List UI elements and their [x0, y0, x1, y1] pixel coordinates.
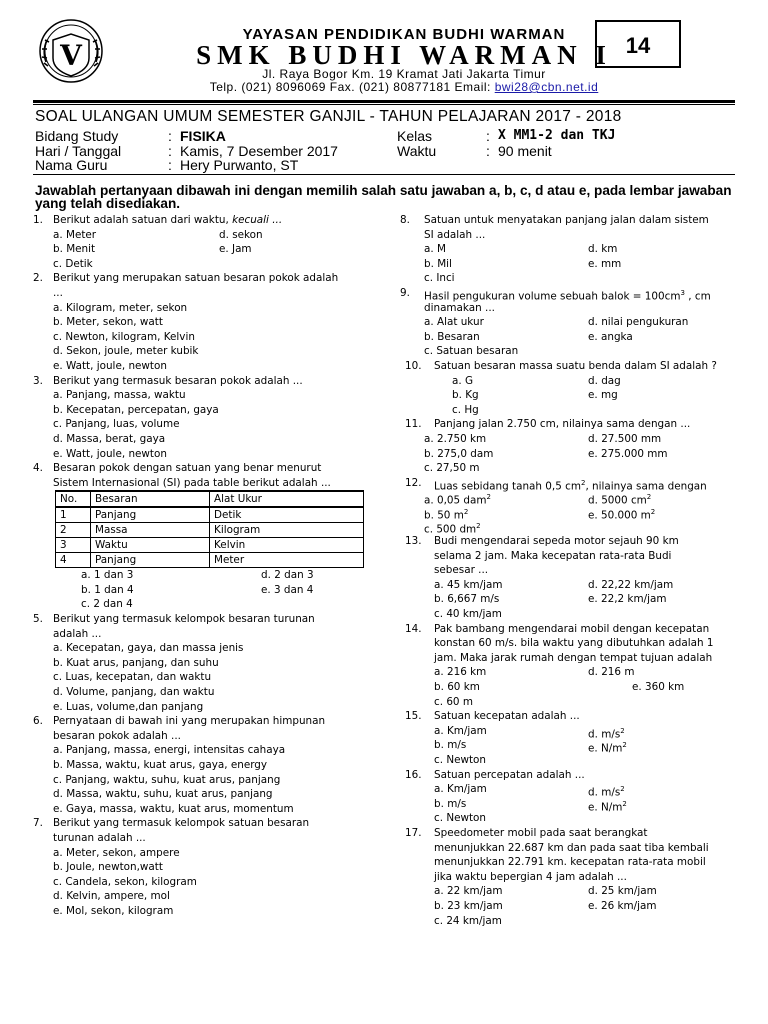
option-b: b. 23 km/jam [434, 899, 503, 912]
option-a: a. Panjang, massa, energi, intensitas cahaya [53, 744, 286, 757]
table-header-cell: No. [56, 491, 91, 507]
field-label: Hari / Tanggal [35, 143, 122, 159]
option-d: d. $m/s^2$ [588, 785, 625, 799]
question-13 [400, 534, 696, 549]
school-contact [0, 80, 768, 94]
question-text-cont: SI adalah ... [424, 228, 486, 241]
question-text-cont: sebesar ... [434, 564, 489, 577]
question-number: 1. [33, 214, 43, 226]
question-number: 17. [405, 826, 422, 839]
question-10 [400, 359, 717, 374]
question-3 [33, 374, 365, 389]
option-c: c. Newton, kilogram, Kelvin [53, 330, 195, 343]
option-e: e. Luas, volume,dan panjang [53, 700, 204, 713]
question-number: 15. [405, 710, 422, 723]
option-e: e. mm [588, 257, 622, 270]
question-6 [33, 714, 365, 729]
option-row [33, 257, 365, 272]
option-e: e. Gaya, massa, waktu, kuat arus, momentum [53, 802, 294, 815]
table-cell: 4 [56, 553, 91, 568]
question-text: Pernyataan di bawah ini yang merupakan himpunan [53, 715, 326, 728]
question-number: 16. [405, 768, 422, 781]
option-e: e. Mol, sekon, kilogram [53, 904, 174, 917]
option-e: e. 360 km [632, 681, 685, 693]
question-text-cont: jika waktu bepergian 4 jam adalah ... [434, 870, 627, 883]
question-14 [400, 622, 710, 637]
table-row [56, 553, 364, 568]
header-rule [33, 100, 735, 103]
option-b: b. Menit [53, 243, 96, 256]
option-d: d. Massa, waktu, suhu, kuat arus, panjang [53, 788, 273, 801]
question-text: Satuan percepatan adalah ... [434, 768, 585, 781]
option-a: a. G [452, 374, 474, 387]
question-5 [33, 612, 365, 627]
table-header-cell: Besaran [91, 491, 210, 507]
field-label: Kelas [397, 128, 433, 144]
question-text: Berikut yang termasuk besaran pokok adalah ... [53, 374, 303, 387]
option-d: d. 25 km/jam [588, 885, 657, 898]
question-12 [400, 476, 707, 493]
option-c: c. Satuan besaran [424, 345, 519, 358]
field-colon: : [168, 128, 172, 144]
option-e: e. $N/m^2$ [588, 741, 627, 755]
option-b: b. Kecepatan, percepatan, gaya [53, 403, 219, 416]
option-a: a. 216 km [434, 666, 487, 679]
option-a: a. Meter, sekon, ampere [53, 846, 180, 859]
table-cell: Kilogram [210, 523, 364, 538]
option-c: c. 500 $dm^2$ [424, 522, 481, 536]
question-text: Luas sebidang tanah 0,5 $cm^2$, nilainya sama dengan [434, 478, 707, 493]
question-2 [33, 271, 365, 286]
question-number: 14. [405, 622, 422, 635]
option-d: d. 5000 $cm^2$ [588, 493, 652, 507]
table-header-row [56, 491, 364, 507]
table-cell: Massa [91, 523, 210, 538]
option-c: c. Inci [424, 272, 455, 285]
table-cell: Kelvin [210, 538, 364, 553]
option-e: e. 3 dan 4 [261, 583, 314, 596]
option-e: e. 22,2 km/jam [588, 593, 667, 606]
option-b: b. 275,0 dam [424, 447, 494, 460]
table-cell: 2 [56, 523, 91, 538]
question-number: 7. [33, 817, 43, 830]
question-text-cont: jam. Maka jarak rumah dengan tempat tujuan adalah [434, 651, 713, 664]
instruction-text: Jawablah pertanyaan dibawah ini dengan memilih salah satu jawaban a, b, c, d atau e, pada lembar jawaban yang telah disediakan. [35, 183, 732, 211]
svg-text:V: V [60, 39, 82, 72]
option-b: b. m/s [434, 797, 467, 810]
question-number: 11. [405, 418, 422, 431]
right-question-column [400, 213, 717, 928]
contact-phone-fax: Telp. (021) 8096069 Fax. (021) 80877181 Email: [209, 80, 495, 94]
option-d: d. 2 dan 3 [261, 569, 314, 582]
option-c: c. Hg [452, 403, 479, 416]
option-b: b. 1 dan 4 [81, 583, 134, 596]
option-d: d. 27.500 mm [588, 432, 662, 445]
question-text-cont: menunjukkan 22.791 km. kecepatan rata-rata mobil [434, 856, 706, 869]
option-d: d. dag [588, 374, 621, 387]
option-a: a. 45 km/jam [434, 578, 503, 591]
option-row [33, 228, 365, 243]
option-d: d. Kelvin, ampere, mol [53, 890, 170, 903]
option-c: c. 24 km/jam [434, 914, 502, 927]
header-rule-thin [33, 104, 735, 105]
question-text: Satuan kecepatan adalah ... [434, 710, 580, 723]
field-colon: : [486, 128, 490, 144]
table-cell: 1 [56, 507, 91, 523]
table-cell: 3 [56, 538, 91, 553]
question-text-cont: konstan 60 m/s. bila waktu yang dibutuhkan adalah 1 [434, 637, 714, 650]
option-c: c. 2 dan 4 [81, 598, 133, 611]
question-text: Berikut yang merupakan satuan besaran pokok adalah [53, 272, 339, 285]
option-e: e. Jam [219, 243, 252, 256]
option-e: e. 26 km/jam [588, 899, 657, 912]
option-a: a. Km/jam [434, 783, 487, 796]
option-c: c. 40 km/jam [434, 608, 502, 621]
table-row [56, 507, 364, 523]
question-text: Speedometer mobil pada saat berangkat [434, 826, 648, 839]
option-b: b. Meter, sekon, watt [53, 316, 163, 329]
question-text-cont: menunjukkan 22.687 km dan pada saat tiba kembali [434, 841, 709, 854]
option-d: d. km [588, 243, 618, 256]
option-a: a. Alat ukur [424, 316, 484, 329]
question-4 [33, 461, 365, 476]
page-number-box: 14 [595, 20, 681, 68]
option-a: a. Kecepatan, gaya, dan massa jenis [53, 642, 244, 655]
option-c: c. Luas, kecepatan, dan waktu [53, 671, 212, 684]
field-label: Bidang Study [35, 128, 119, 144]
table-cell: Waktu [91, 538, 210, 553]
question-text: Satuan untuk menyatakan panjang jalan dalam sistem [424, 214, 709, 226]
question-text-cont: dinamakan ... [424, 301, 495, 314]
option-row [33, 242, 365, 257]
field-label: Nama Guru [35, 157, 108, 173]
email-link[interactable]: bwi28@cbn.net.id [494, 80, 599, 94]
option-d: d. sekon [219, 228, 263, 241]
time-value: 90 menit [498, 143, 552, 159]
question-number: 10. [405, 359, 422, 372]
class-value: X MM1-2 dan TKJ [498, 128, 616, 143]
question-9 [400, 286, 711, 303]
table-cell: Meter [210, 553, 364, 568]
question-number: 3. [33, 374, 43, 387]
option-e: e. $N/m^2$ [588, 799, 627, 814]
option-a: a. Meter [53, 228, 97, 241]
question-number: 6. [33, 715, 43, 728]
option-a: a. Km/jam [434, 724, 487, 737]
option-d: d. 22,22 km/jam [588, 578, 674, 591]
question-number: 4. [33, 462, 43, 475]
date-value: Kamis, 7 Desember 2017 [180, 143, 338, 159]
option-a: a. 2.750 km [424, 432, 487, 445]
option-c: c. 27,50 m [424, 462, 480, 475]
option-b: b. Joule, newton,watt [53, 861, 163, 874]
question-text: Berikut adalah satuan dari waktu, kecuali ... [53, 214, 283, 226]
question-7 [33, 816, 365, 831]
option-a: a. 0,05 dam$^2$ [424, 493, 491, 507]
option-e: e. 275.000 mm [588, 447, 668, 460]
option-d: d. Sekon, joule, meter kubik [53, 345, 199, 358]
exam-title: SOAL ULANGAN UMUM SEMESTER GANJIL - TAHUN PELAJARAN 2017 - 2018 [35, 108, 622, 125]
option-a: a. 1 dan 3 [81, 569, 134, 582]
option-b: b. 50 $m^2$ [424, 507, 469, 522]
table-row [56, 538, 364, 553]
subject-value: FISIKA [180, 128, 226, 144]
option-b: b. Kg [452, 389, 479, 402]
school-name: SMK BUDHI WARMAN I [196, 40, 612, 70]
question-text-cont: Sistem Internasional (SI) pada table berikut adalah ... [53, 476, 331, 489]
option-b: b. Massa, waktu, kuat arus, gaya, energy [53, 759, 268, 771]
question-text-cont: besaran pokok adalah ... [53, 729, 181, 742]
field-colon: : [486, 143, 490, 159]
option-c: c. Panjang, luas, volume [53, 418, 180, 431]
units-table [55, 490, 364, 568]
question-8 [400, 213, 709, 228]
option-c: c. Newton [434, 812, 486, 825]
option-b: b. Besaran [424, 330, 480, 343]
teacher-value: Hery Purwanto, ST [180, 157, 299, 173]
info-rule [33, 174, 735, 175]
option-e: e. 50.000 $m^2$ [588, 507, 656, 522]
question-text: Berikut yang termasuk kelompok satuan besaran [53, 817, 310, 830]
option-c: c. 60 m [434, 695, 473, 708]
question-16 [400, 768, 696, 783]
option-e: e. angka [588, 330, 633, 343]
question-text: Berikut yang termasuk kelompok besaran turunan [53, 613, 315, 626]
question-number: 2. [33, 272, 43, 285]
table-cell: Detik [210, 507, 364, 523]
option-b: b. Mil [424, 257, 452, 270]
option-d: d. 216 m [588, 666, 635, 679]
field-label: Waktu [397, 143, 437, 159]
field-colon: : [168, 157, 172, 173]
table-header-cell: Alat Ukur [210, 491, 364, 507]
question-11 [400, 417, 696, 432]
question-text: Panjang jalan 2.750 cm, nilainya sama dengan ... [434, 418, 691, 431]
question-number: 9. [400, 286, 410, 299]
table-cell: Panjang [91, 553, 210, 568]
question-text-cont: ... [53, 286, 63, 299]
option-a: a. 22 km/jam [434, 885, 503, 898]
question-text: Hasil pengukuran volume sebuah balok = $100cm^3$ , cm [424, 288, 711, 303]
option-b: b. Kuat arus, panjang, dan suhu [53, 656, 219, 669]
left-question-column [33, 213, 365, 919]
question-number: 5. [33, 613, 43, 626]
question-text: Pak bambang mengendarai mobil dengan kecepatan [434, 622, 710, 635]
question-text: Satuan besaran massa suatu benda dalam SI adalah ? [434, 359, 717, 372]
question-number: 13. [405, 535, 422, 548]
option-c: c. Panjang, waktu, suhu, kuat arus, panjang [53, 773, 281, 786]
option-e: e. Watt, joule, newton [53, 447, 167, 460]
question-number: 8. [400, 214, 410, 226]
question-text: Budi mengendarai sepeda motor sejauh 90 km [434, 535, 679, 548]
option-d: d. nilai pengukuran [588, 316, 689, 329]
option-b: b. 60 km [434, 681, 480, 693]
table-row [56, 523, 364, 538]
option-d: d. Volume, panjang, dan waktu [53, 686, 215, 699]
question-1 [33, 213, 365, 228]
field-colon: : [168, 143, 172, 159]
question-17 [400, 826, 696, 841]
option-a: a. M [424, 243, 446, 256]
option-d: d. Massa, berat, gaya [53, 432, 166, 445]
option-b: b. 6,667 m/s [434, 593, 500, 606]
question-15 [400, 709, 696, 724]
option-e: e. Watt, joule, newton [53, 359, 167, 372]
option-c: c. Candela, sekon, kilogram [53, 875, 197, 888]
foundation-name: YAYASAN PENDIDIKAN BUDHI WARMAN [242, 26, 566, 43]
option-d: d. $m/s^2$ [588, 726, 625, 741]
question-text-cont: turunan adalah ... [53, 831, 146, 844]
question-text: Besaran pokok dengan satuan yang benar menurut [53, 462, 322, 475]
table-cell: Panjang [91, 507, 210, 523]
option-e: e. mg [588, 389, 618, 402]
option-c: c. Detik [53, 257, 93, 270]
school-address: Jl. Raya Bogor Km. 19 Kramat Jati Jakarta Timur [262, 67, 546, 81]
question-text-cont: adalah ... [53, 627, 102, 640]
option-a: a. Panjang, massa, waktu [53, 389, 186, 402]
question-text-cont: selama 2 jam. Maka kecepatan rata-rata Budi [434, 549, 672, 562]
option-b: b. m/s [434, 739, 467, 752]
option-c: c. Newton [434, 753, 486, 766]
question-number: 12. [405, 476, 422, 489]
option-a: a. Kilogram, meter, sekon [53, 301, 188, 314]
